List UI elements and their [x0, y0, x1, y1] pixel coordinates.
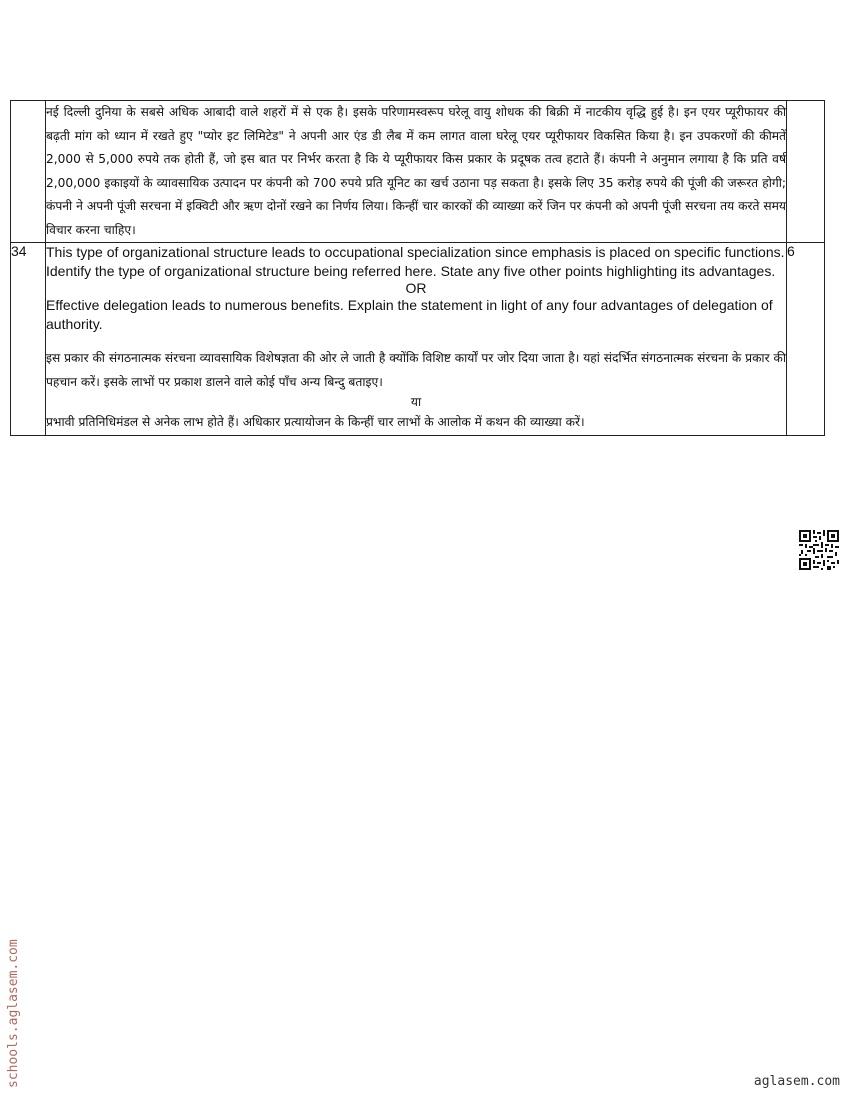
question-table [10, 100, 825, 436]
spacer [46, 333, 786, 347]
footer-watermark-url: aglasem.com [753, 1074, 840, 1089]
side-watermark-url: schools.aglasem.com [6, 939, 21, 1088]
question-number: 34 [11, 243, 46, 436]
question-text-hindi: नई दिल्ली दुनिया के सबसे अधिक आबादी वाले शहरों में से एक है। इसके परिणामस्वरूप घरेलू वायु शोधक की बिक्री में नाटकीय वृद्धि हुई है। इन एयर प्यूरीफायर की बढ़ती मांग को ध्यान में रखते हुए "प्योर इट लिमिटेड" ने अपनी आर एंड डी लैब में कम लागत वाला घरेलू एयर प्यूरीफायर विकसित किया है। इन उपकरणों की कीमतें 2,000 से 5,000 रुपये तक होती हैं, जो इस बात पर निर्भर करता है कि ये प्यूरीफायर किस प्रकार के प्रदूषक तत्व हटाते हैं। कंपनी ने अनुमान लगाया है कि प्रति वर्ष 2,00,000 इकाइयों के व्यावसायिक उत्पादन पर कंपनी को 700 रुपये प्रति यूनिट का खर्च उठाना पड़ सकता है। इसके लिए 35 करोड़ रुपये की पूंजी की जरूरत होगी; कंपनी ने अपनी पूंजी सरचना में इक्विटी और ऋण दोनों रखने का निर्णय लिया। किन्हीं चार कारकों की व्याख्या करें जिन पर कंपनी को अपनी पूंजी सरचना तय करते समय विचार करना चाहिए। [46, 105, 787, 237]
alternative-question-hindi: प्रभावी प्रतिनिधिमंडल से अनेक लाभ होते हैं। अधिकार प्रत्यायोजन के किन्हीं चार लाभों के आलोक में कथन की व्याख्या करें। [46, 415, 585, 429]
question-text-hindi: इस प्रकार की संगठनात्मक संरचना व्यावसायिक विशेषज्ञता की ओर ले जाती है क्योंकि विशिष्ट कार्यों पर जोर दिया जाता है। यहां संदर्भित संगठनात्मक संरचना के प्रकार की पहचान करें। इसके लाभों पर प्रकाश डालने वाले कोई पाँच अन्य बिन्दु बताइए। [46, 351, 786, 389]
or-separator-hindi: या [410, 395, 422, 409]
question-number-cell [11, 101, 46, 243]
qr-code-icon [799, 530, 839, 570]
marks-cell [787, 101, 825, 243]
marks: 6 [787, 243, 825, 436]
question-text-english: This type of organizational structure leads to occupational specialization since emphasis is placed on specific functions. Identify the type of organizational structure being referred here. State any five other points highlighting its advantages. [46, 244, 785, 279]
question-text-cell [46, 101, 787, 243]
question-row-34 [11, 243, 825, 436]
question-text-cell [46, 243, 787, 436]
alternative-question-english: Effective delegation leads to numerous benefits. Explain the statement in light of any four advantages of delegation of authority. [46, 297, 773, 332]
question-row-continued [11, 101, 825, 243]
or-separator: OR [405, 280, 427, 296]
